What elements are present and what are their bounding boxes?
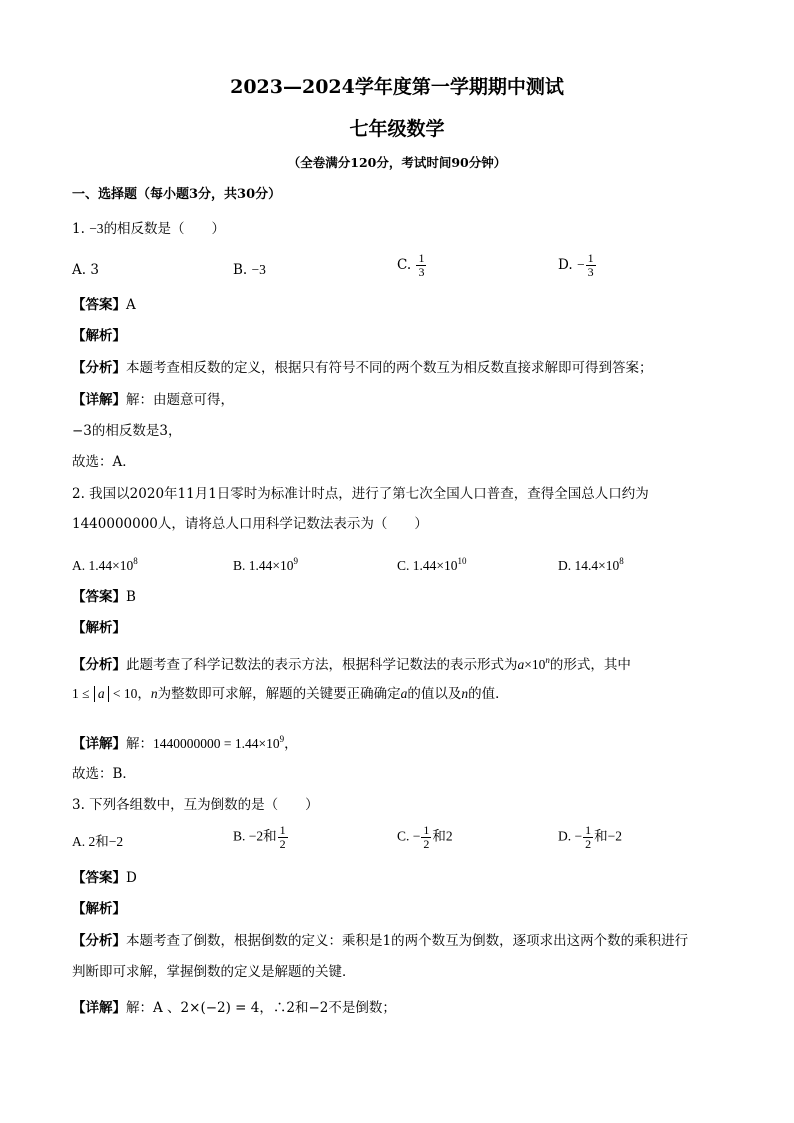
detail-tag: 【详解】 [72,736,126,752]
q2-option-b-exp: 9 [293,556,299,566]
q1-math: −3 [89,221,104,236]
q1-stem-text: 的相反数是（ ） [103,221,226,237]
q3-option-b-label: B. [233,828,246,844]
fraction-denominator: 2 [585,837,592,851]
fraction-denominator: 2 [423,837,430,851]
q2-fenxi-post: 的形式，其中 [549,657,631,673]
q2-cond-text2: 的值以及 [407,686,462,702]
q3-option-d-post: 和−2 [594,828,622,844]
q2-detail-exp: 9 [279,734,285,744]
q1-option-b-value: −3 [251,262,266,277]
q2-form-a: a [517,657,525,672]
q2-option-d-exp: 8 [619,556,624,566]
q2-answer [72,588,136,606]
q1-option-d [558,252,597,279]
q3-option-b-pre: −2和 [248,828,277,844]
q2-stem-line2: 1440000000人，请将总人口用科学记数法表示为（ ） [72,516,428,532]
q1-option-c-fraction [416,252,426,279]
q1-option-d-sign: − [576,257,585,272]
exam-subtitle: 七年级数学 [349,118,445,140]
answer-tag: 【答案】 [72,870,126,886]
q3-option-c-post: 和2 [432,828,453,844]
q1-option-b [233,261,266,279]
q3-option-b-fraction [278,824,288,851]
fraction-numerator: 1 [423,823,430,837]
q2-cond-right: < 10， [112,686,151,701]
q1-fenxi-text: 本题考查相反数的定义，根据只有符号不同的两个数互为相反数直接求解即可得到答案； [126,360,653,376]
q1-choose: 故选：A． [72,454,136,470]
fenxi-tag: 【分析】 [72,360,126,376]
q2-form-n: n [545,655,550,665]
q1-detail-line2: −3的相反数是3， [72,423,182,439]
q2-cond-n2: n [461,686,469,701]
q3-answer-value: D [126,870,137,886]
q2-cond-left: 1 ≤ [72,686,90,701]
q3-option-c-sign: − [412,828,421,844]
q2-detail-pre: 解： [126,736,153,752]
q3-option-c-label: C. [397,828,410,844]
fraction-numerator: 1 [585,823,592,837]
q2-choose: 故选：B． [72,766,136,782]
q2-cond-text1: 为整数即可求解，解题的关键要正确确定 [157,686,401,702]
detail-tag: 【详解】 [72,1000,126,1016]
q3-option-c-fraction [421,824,431,851]
q3-analysis-tag: 【解析】 [72,901,126,917]
exam-title: 2023—2024学年度第一学期期中测试 [230,76,564,98]
q2-cond-a: a [400,686,408,701]
q2-option-c-base: 1.44×10 [412,558,458,573]
q1-option-d-label: D. [558,257,573,273]
fenxi-tag: 【分析】 [72,657,126,673]
answer-tag: 【答案】 [72,297,126,313]
q3-fenxi [72,932,688,950]
q2-cond-n: n [150,686,158,701]
q2-cond-abs: a [94,686,109,702]
q2-option-a-base: 1.44×10 [88,558,134,573]
q1-option-c-label: C. [397,257,412,273]
q2-option-b-label: B. [233,558,246,573]
q1-answer-value: A [126,297,136,313]
q2-analysis-tag: 【解析】 [72,620,126,636]
q3-option-a: A. 2和−2 [72,834,124,849]
q2-option-d [558,552,624,575]
q2-option-a-exp: 8 [133,556,138,566]
q2-stem-line1: 2. 我国以2020年11月1日零时为标准计时点，进行了第七次全国人口普查，查得全国总人口约为 [72,486,649,502]
q3-option-b [233,824,289,851]
q1-analysis-tag: 【解析】 [72,328,126,344]
fraction-numerator: 1 [279,823,286,837]
q1-option-b-label: B. [233,262,248,278]
q3-option-d-sign: − [574,828,583,844]
q2-option-b-base: 1.44×10 [248,558,294,573]
fraction-denominator: 3 [418,265,425,279]
q2-form-mid: ×10 [524,657,546,672]
q2-condition [72,685,509,703]
q2-option-d-base: 14.4×10 [574,558,620,573]
q3-detail-text: 解：A 、2×(−2) = 4，∴2和−2不是倒数； [126,1000,396,1016]
q2-fenxi-text: 此题考查了科学记数法的表示方法，根据科学记数法的表示形式为 [126,657,518,673]
q2-option-c-exp: 10 [457,556,467,566]
q2-detail-post: ， [284,736,298,752]
q2-fenxi [72,651,631,674]
q3-option-c [397,824,453,851]
q3-option-d [558,824,622,851]
q1-fenxi [72,359,653,377]
q3-fenxi-line2: 判断即可求解，掌握倒数的定义是解题的关键． [72,964,356,980]
q1-stem [72,220,225,238]
q3-option-d-label: D. [558,828,572,844]
q3-stem: 3. 下列各组数中，互为倒数的是（ ） [72,797,319,813]
fraction-denominator: 3 [587,265,594,279]
section-heading: 一、选择题（每小题3分，共30分） [72,187,282,202]
q1-number: 1. [72,221,85,237]
q2-answer-value: B [126,589,136,605]
q2-option-a-label: A. [72,558,86,573]
q2-option-c-label: C. [397,558,410,573]
q1-answer [72,296,136,314]
q2-cond-text3: 的值． [468,686,509,702]
q3-detail [72,999,396,1017]
q3-answer [72,869,137,887]
q2-option-a [72,552,138,575]
fraction-numerator: 1 [587,251,594,265]
q1-option-a: A. 3 [72,262,99,278]
detail-tag: 【详解】 [72,392,126,408]
answer-tag: 【答案】 [72,589,126,605]
fraction-numerator: 1 [418,251,425,265]
q3-fenxi-text: 本题考查了倒数，根据倒数的定义：乘积是1的两个数互为倒数，逐项求出这两个数的乘积进行 [126,933,689,949]
q2-detail [72,730,298,753]
q1-detail [72,391,234,409]
q1-option-c [397,252,427,279]
q2-option-d-label: D. [558,558,572,573]
exam-note: （全卷满分120分，考试时间90分钟） [287,155,507,170]
q2-option-b [233,552,298,575]
q1-option-d-fraction [586,252,596,279]
fraction-denominator: 2 [279,837,286,851]
q3-option-d-fraction [583,824,593,851]
q2-option-c [397,552,467,575]
q2-detail-math: 1440000000 = 1.44×10 [153,736,280,751]
q1-detail-text: 解：由题意可得， [126,392,234,408]
fenxi-tag: 【分析】 [72,933,126,949]
